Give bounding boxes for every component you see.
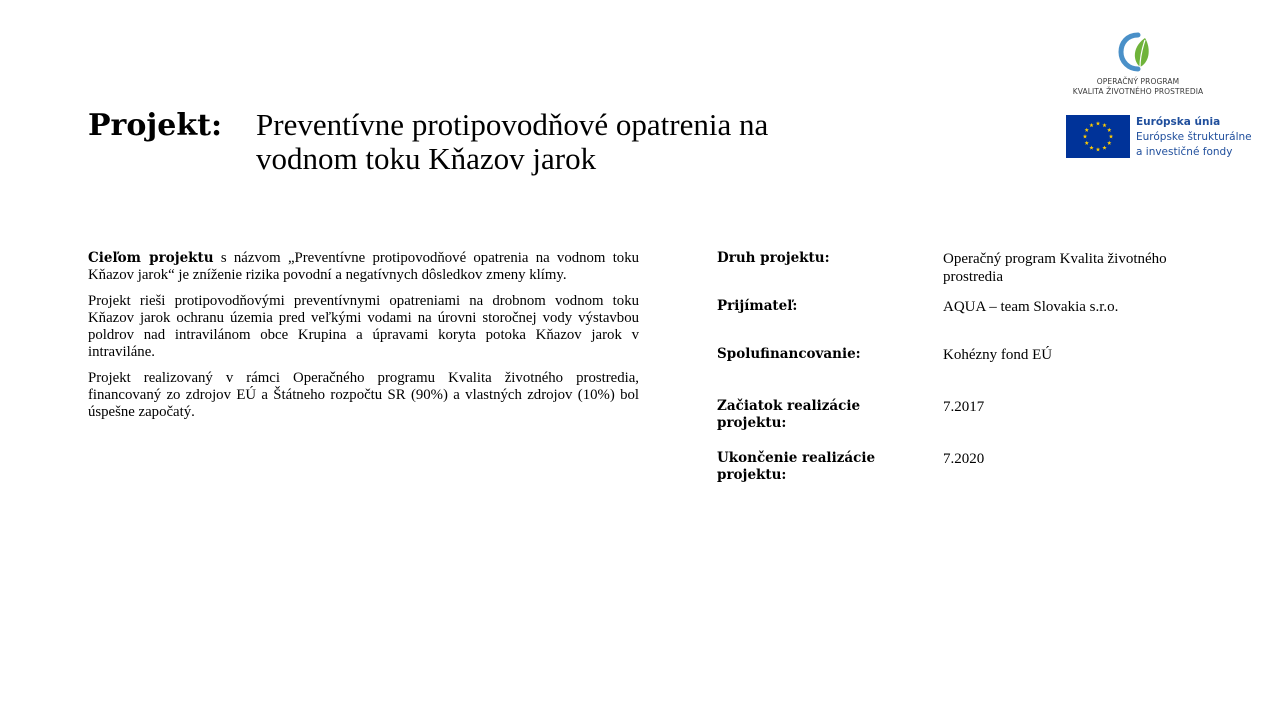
project-label: Projekt: xyxy=(88,108,223,143)
op-logo-line-2: KVALITA ŽIVOTNÉHO PROSTREDIA xyxy=(1072,87,1204,96)
info-value-cofinancing: Kohézny fond EÚ xyxy=(943,347,1053,363)
eu-flag-icon xyxy=(1066,115,1130,158)
info-value-start: 7.2017 xyxy=(943,399,985,415)
op-logo-line-1: OPERAČNÝ PROGRAM xyxy=(1096,77,1180,86)
description-paragraph-1 xyxy=(88,250,639,284)
info-label-start: Začiatok realizácie projektu: xyxy=(717,398,861,431)
eu-star xyxy=(1089,123,1093,127)
project-title-line-1: Preventívne protipovodňové opatrenia na xyxy=(256,107,769,142)
description-paragraph-3: Projekt realizovaný v rámci Operačného programu Kvalita životného prostredia, financovaný zo zdrojov EÚ a Štátneho rozpočtu SR (90%) a vlastných zdrojov (10%) bol úspešne započatý. xyxy=(88,370,639,420)
description-lead: Cieľom projektu xyxy=(88,250,214,266)
eu-star xyxy=(1107,128,1111,132)
info-label-project-type: Druh projektu: xyxy=(717,250,830,266)
description-paragraph-2: Projekt rieši protipovodňovými preventívnymi opatreniami na drobnom vodnom toku Kňazov jarok ochranu územia pred veľkými vodami na úrovni storočnej vody výstavbou poldrov nad intravilánom obce Krupina a úpravami koryta potoka Kňazov jarok v intraviláne. xyxy=(88,293,639,360)
eu-star xyxy=(1096,121,1100,125)
eu-star xyxy=(1085,128,1089,132)
eu-star xyxy=(1083,134,1087,138)
info-value-end: 7.2020 xyxy=(943,451,985,467)
eu-funds-logo xyxy=(1066,115,1252,159)
eu-star xyxy=(1102,123,1106,127)
info-label-end: Ukončenie realizácie projektu: xyxy=(717,450,876,483)
eu-logo-line-1: Európska únia xyxy=(1136,116,1221,128)
info-label-cofinancing: Spolufinancovanie: xyxy=(717,346,861,362)
eu-star xyxy=(1089,145,1093,149)
project-title-line-2: vodnom toku Kňazov jarok xyxy=(256,141,597,176)
eu-star xyxy=(1109,134,1113,138)
info-label-recipient: Prijímateľ: xyxy=(717,298,798,314)
info-value-project-type: Operačný program Kvalita životného prostredia xyxy=(943,251,1167,285)
eu-star xyxy=(1085,141,1089,145)
eu-star xyxy=(1096,147,1100,151)
eu-star xyxy=(1102,145,1106,149)
info-value-recipient: AQUA – team Slovakia s.r.o. xyxy=(943,299,1119,315)
eu-logo-line-3: a investičné fondy xyxy=(1136,146,1233,158)
eu-star xyxy=(1107,141,1111,145)
project-title xyxy=(256,108,936,176)
description-p1-text: s názvom „Preventívne protipovodňové opatrenia na vodnom toku Kňazov jarok“ je zníženie rizika povodní a negatívnych dôsledkov zmeny klímy. xyxy=(88,250,639,283)
project-description xyxy=(88,250,639,430)
water-leaf-logo-icon xyxy=(1118,32,1158,74)
op-kzp-logo xyxy=(1060,32,1216,102)
eu-logo-line-2: Európske štrukturálne xyxy=(1136,131,1252,143)
